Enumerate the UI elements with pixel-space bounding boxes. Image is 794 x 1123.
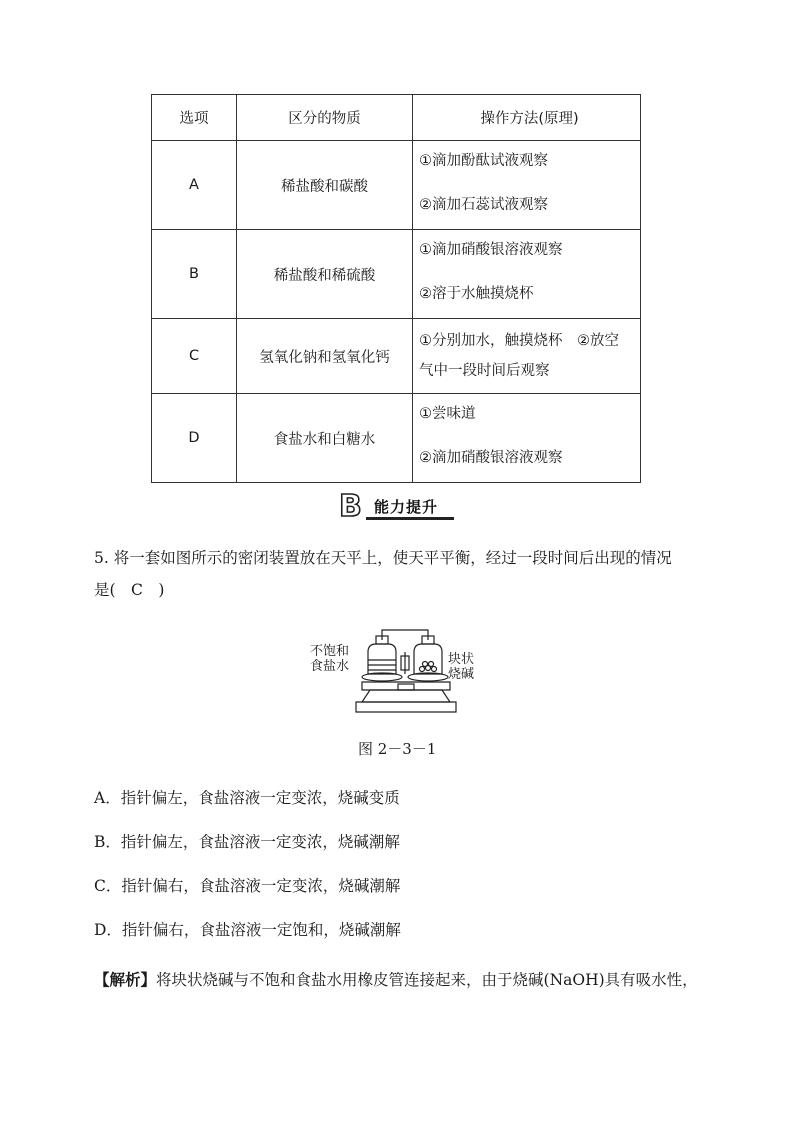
substances-cell: 稀盐酸和稀硫酸 (237, 230, 413, 319)
analysis-text: 将块状烧碱与不饱和食盐水用橡皮管连接起来，由于烧碱(NaOH)具有吸水性， (156, 971, 698, 989)
question-stem-line2: 是( C ) (94, 581, 165, 599)
left-label-line2: 食盐水 (310, 659, 350, 674)
substances-cell: 氢氧化钠和氢氧化钙 (237, 319, 413, 394)
header-substances: 区分的物质 (237, 95, 413, 141)
method-line: ②滴加硝酸银溶液观察 (419, 450, 563, 466)
method-cell (413, 394, 641, 483)
method-line: ①滴加硝酸银溶液观察 (419, 242, 563, 258)
analysis-paragraph (94, 968, 698, 990)
option-b: B．指针偏左，食盐溶液一定变浓，烧碱潮解 (94, 833, 400, 851)
option-c: C．指针偏右，食盐溶液一定变浓，烧碱潮解 (94, 877, 401, 895)
table-row (152, 319, 641, 394)
table-header-row (152, 95, 641, 141)
option-cell: B (152, 230, 237, 319)
method-cell (413, 319, 641, 394)
figure-caption: 图 2－3－1 (358, 740, 437, 758)
substances-cell: 食盐水和白糖水 (237, 394, 413, 483)
badge-letter: B (339, 491, 362, 523)
question-stem-line1: 5. 将一套如图所示的密闭装置放在天平上，使天平平衡，经过一段时间后出现的情况 (94, 549, 672, 567)
option-d: D．指针偏右，食盐溶液一定饱和，烧碱潮解 (94, 921, 401, 939)
option-cell: A (152, 141, 237, 230)
substances-cell: 稀盐酸和碳酸 (237, 141, 413, 230)
section-badge (336, 491, 456, 523)
apparatus-figure (310, 622, 486, 718)
method-line: ①分别加水，触摸烧杯 ②放空 (419, 333, 619, 349)
option-a: A．指针偏左，食盐溶液一定变浓，烧碱变质 (94, 789, 400, 807)
method-line: ②溶于水触摸烧杯 (419, 286, 534, 302)
table-row (152, 141, 641, 230)
header-method: 操作方法(原理) (413, 95, 641, 141)
table-row (152, 394, 641, 483)
header-option: 选项 (152, 95, 237, 141)
method-line: ①尝味道 (419, 406, 476, 422)
comparison-table (151, 94, 641, 483)
method-cell (413, 141, 641, 230)
badge-title: 能力提升 (374, 498, 439, 516)
right-label-line1: 块状 (448, 652, 475, 667)
left-label-line1: 不饱和 (310, 644, 350, 659)
option-cell: D (152, 394, 237, 483)
method-line: 气中一段时间后观察 (419, 363, 550, 379)
method-line: ②滴加石蕊试液观察 (419, 197, 548, 213)
method-cell (413, 230, 641, 319)
method-line: ①滴加酚酞试液观察 (419, 153, 548, 169)
option-cell: C (152, 319, 237, 394)
analysis-label: 【解析】 (94, 971, 157, 989)
table-row (152, 230, 641, 319)
right-label-line2: 烧碱 (448, 667, 475, 682)
